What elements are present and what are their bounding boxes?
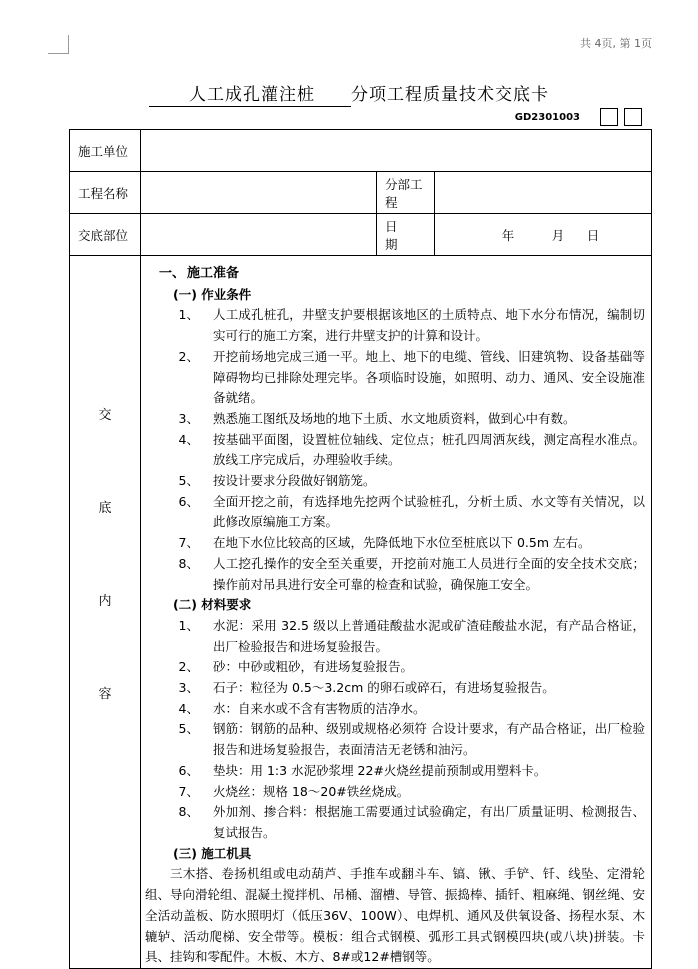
unit-label: 施工单位: [70, 130, 141, 172]
location-label: 交底部位: [70, 214, 141, 256]
sub-heading-conditions: (一) 作业条件: [173, 286, 252, 302]
item-text: 垫块：用 1:3 水泥砂浆埋 22#火烧丝提前预制或用塑料卡。: [213, 762, 547, 778]
item-number: 7、: [178, 783, 199, 799]
list-item: [159, 678, 645, 699]
item-text: 在地下水位比较高的区域，先降低地下水位至桩底以下 0.5m 左右。: [213, 535, 591, 551]
side-char: 内: [98, 594, 112, 609]
list-item: [159, 699, 645, 720]
list-item: [159, 430, 645, 471]
project-name-label: 工程名称: [70, 172, 141, 214]
item-number: 1、: [178, 617, 199, 633]
list-item: [159, 305, 645, 346]
section-heading: [159, 264, 645, 285]
item-number: 6、: [178, 762, 199, 778]
list-item: [159, 657, 645, 678]
date-value[interactable]: [435, 214, 652, 256]
checkbox-1[interactable]: [600, 108, 618, 126]
project-name: 人工成孔灌注桩: [149, 80, 351, 107]
item-number: 8、: [178, 555, 199, 571]
item-number: 7、: [178, 535, 199, 551]
month-label: 月: [551, 227, 565, 243]
section-title: 施工准备: [187, 266, 240, 281]
item-number: 4、: [178, 431, 199, 447]
conditions-list: [159, 305, 645, 595]
unit-value[interactable]: [141, 130, 652, 172]
section-number: 一、: [159, 266, 186, 281]
location-value[interactable]: [141, 214, 377, 256]
item-number: 2、: [178, 348, 199, 364]
item-number: 8、: [178, 804, 199, 820]
item-text: 人工挖孔操作的安全至关重要，开挖前对施工人员进行全面的安全技术交底；操作前对吊具进行安全可靠的检查和试验，确保施工安全。: [213, 555, 646, 592]
project-name-value[interactable]: [141, 172, 377, 214]
item-text: 外加剂、掺合料：根据施工需要通过试验确定，有出厂质量证明、检测报告、复试报告。: [213, 804, 646, 840]
item-text: 砂：中砂或粗砂，有进场复验报告。: [213, 659, 414, 675]
item-text: 按设计要求分段做好钢筋笼。: [213, 473, 376, 489]
item-number: 4、: [178, 700, 199, 716]
list-item: [159, 719, 645, 760]
item-number: 3、: [178, 410, 199, 426]
disclosure-table: [69, 129, 652, 969]
checkbox-2[interactable]: [624, 108, 642, 126]
item-text: 水：自来水或不含有害物质的洁净水。: [213, 700, 426, 716]
day-label: 日: [586, 227, 600, 243]
item-text: 按基础平面图，设置桩位轴线、定位点；桩孔四周洒灰线，测定高程水准点。放线工序完成后，办理验收手续。: [213, 431, 646, 468]
list-item: [159, 533, 645, 554]
form-code: GD2301003: [514, 111, 580, 123]
item-text: 水泥：采用 32.5 级以上普通硅酸盐水泥或矿渣硅酸盐水泥，有产品合格证，出厂检验报告和进场复验报告。: [213, 617, 646, 654]
item-number: 6、: [178, 493, 199, 509]
item-number: 5、: [178, 473, 199, 489]
item-text: 全面开挖之前，有选择地先挖两个试验桩孔，分析土质、水文等有关情况，以此修改原编施工方案。: [213, 493, 646, 530]
title-suffix: 分项工程质量技术交底卡: [351, 85, 549, 105]
list-item: [159, 347, 645, 409]
year-label: 年: [501, 227, 515, 243]
date-label: 日 期: [377, 214, 435, 256]
list-item: [159, 616, 645, 657]
page-corner-mark: [48, 35, 69, 54]
item-number: 5、: [178, 721, 199, 737]
item-text: 石子：粒径为 0.5～3.2cm 的卵石或碎石，有进场复验报告。: [213, 680, 555, 696]
form-code-row: [515, 108, 642, 126]
item-number: 1、: [178, 307, 199, 323]
side-char: 底: [98, 501, 112, 516]
sub-project-label: 分部工程: [377, 172, 435, 214]
list-item: [159, 782, 645, 803]
sub-project-value[interactable]: [435, 172, 652, 214]
item-text: 开挖前场地完成三通一平。地上、地下的电缆、管线、旧建筑物、设备基础等障碍物均已排除处理完毕。各项临时设施，如照明、动力、通风、安全设施准备就绪。: [213, 348, 646, 406]
list-item: [159, 471, 645, 492]
sub-heading-tools: (三) 施工机具: [173, 845, 252, 861]
content-side-label: [70, 256, 141, 969]
side-char: 交: [98, 408, 112, 423]
item-text: 钢筋：钢筋的品种、级别或规格必须符 合设计要求，有产品合格证，出厂检验报告和进场复验报告，表面清洁无老锈和油污。: [213, 721, 646, 758]
item-text: 人工成孔桩孔，井壁支护要根据该地区的土质特点、地下水分布情况，编制切实可行的施工方案，进行井壁支护的计算和设计。: [213, 307, 646, 344]
materials-list: [159, 616, 645, 844]
side-char: 容: [98, 687, 112, 702]
sub-heading-materials: (二) 材料要求: [173, 597, 252, 613]
item-text: 熟悉施工图纸及场地的地下土质、水文地质资料，做到心中有数。: [213, 410, 576, 426]
tools-paragraph: 三木搭、卷扬机组或电动葫芦、手推车或翻斗车、镐、锹、手铲、钎、线坠、定滑轮组、导向滑轮组、混凝土搅拌机、吊桶、溜槽、导管、振捣棒、插钎、粗麻绳、钢丝绳、安全活动盖板、防水照明灯（低压36V、100W）、电焊机、通风及供氧设备、扬程水泵、木辘轳、活动爬梯、安全带等。模板：组合式钢模、弧形工具式钢模四块(或八块)拼装。卡具、挂钩和零配件。木板、木方、8#或12#槽钢等。: [145, 866, 646, 965]
list-item: [159, 554, 645, 595]
list-item: [159, 492, 645, 533]
item-number: 2、: [178, 659, 199, 675]
document-title: [0, 80, 698, 107]
list-item: [159, 409, 645, 430]
list-item: [159, 802, 645, 843]
item-number: 3、: [178, 680, 199, 696]
page-info: 共 4页, 第 1页: [580, 37, 652, 50]
content-body: [141, 256, 652, 969]
item-text: 火烧丝：规格 18～20#铁丝烧成。: [213, 783, 410, 799]
list-item: [159, 761, 645, 782]
